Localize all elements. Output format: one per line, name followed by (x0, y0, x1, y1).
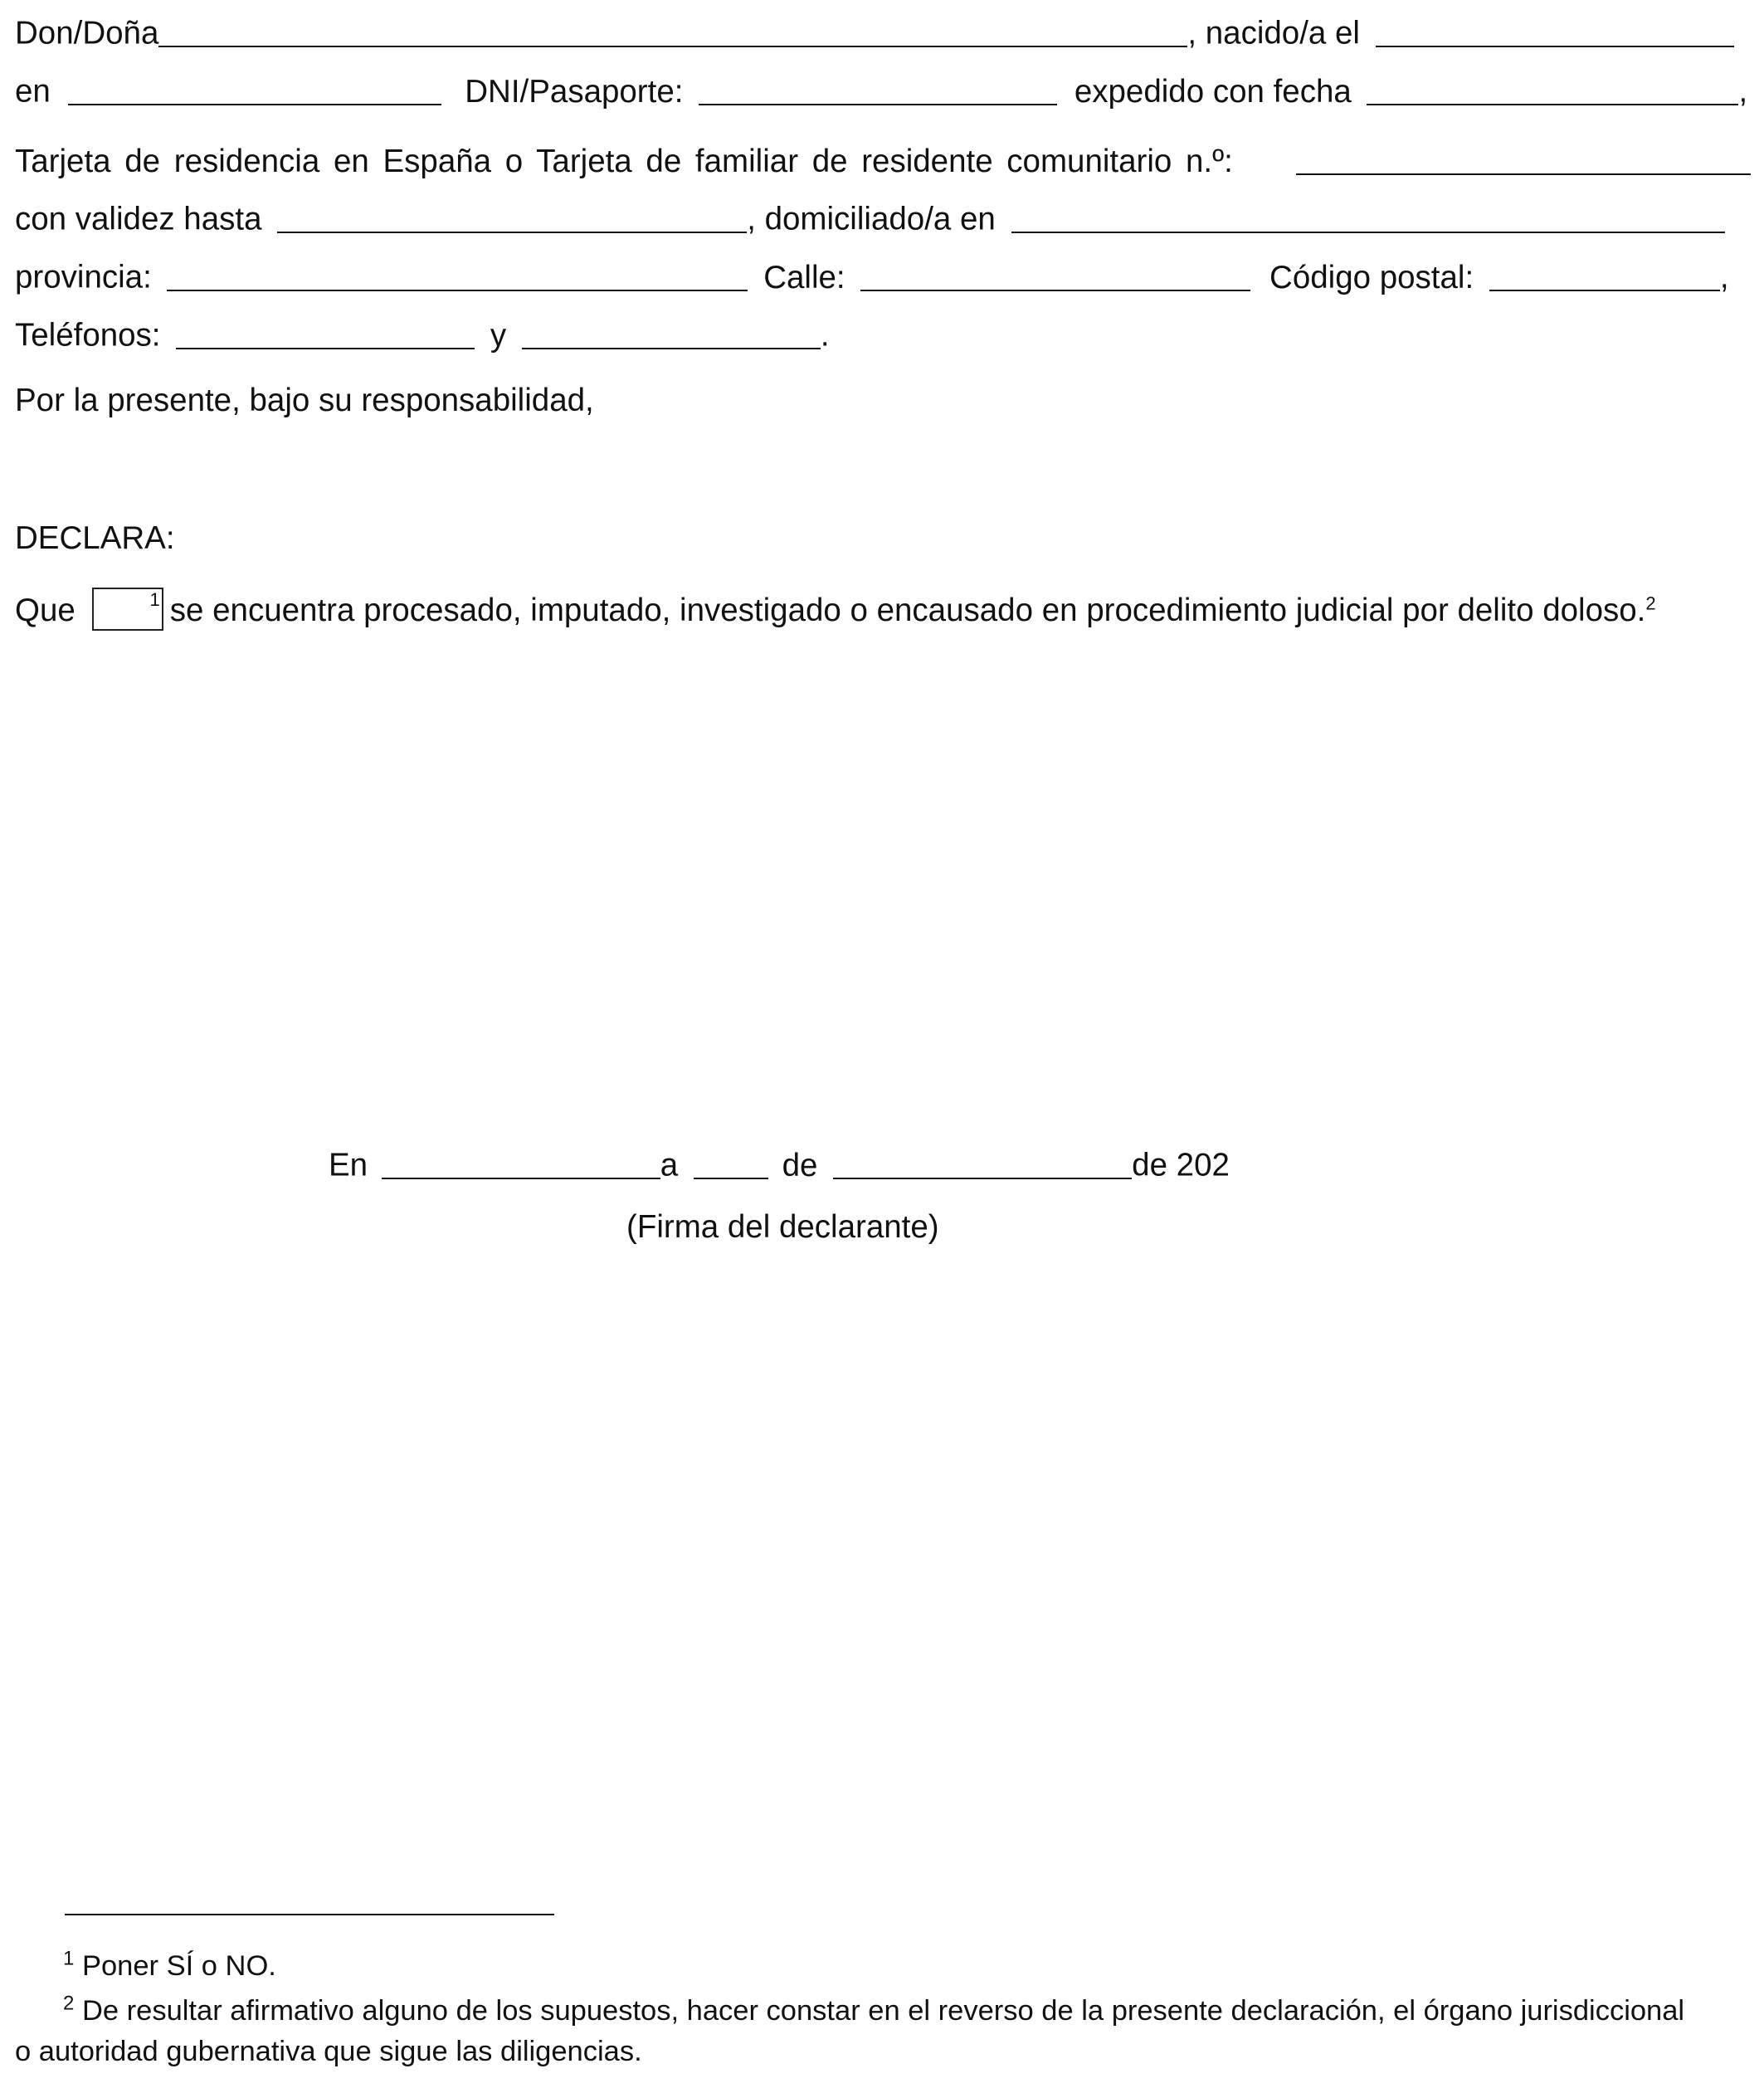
line-residence-card (15, 139, 1751, 178)
postal-code-field[interactable] (1489, 260, 1720, 292)
sign-month-field[interactable] (833, 1148, 1132, 1180)
dni-field[interactable] (699, 74, 1057, 106)
footnote-2-cont: o autoridad gubernativa que sigue las diligencias. (15, 2036, 642, 2067)
declaration-text: se encuentra procesado, imputado, investigado o encausado en procedimiento judicial por delito doloso. (169, 593, 1646, 629)
label-tarjeta: Tarjeta de residencia en España o Tarjeta de familiar de residente comunitario n.º: (15, 143, 1233, 179)
line-province-street (15, 256, 1729, 294)
footnote-2 (63, 1992, 1685, 2027)
line-name-birth (15, 12, 1734, 50)
birth-date-field[interactable] (1376, 16, 1734, 48)
intro-text: Por la presente, bajo su responsabilidad, (15, 383, 594, 418)
line6-end: . (820, 317, 830, 354)
footnote-2-num: 2 (63, 1992, 75, 2015)
label-sig-de: de (782, 1147, 818, 1183)
footnote-divider (65, 1914, 554, 1915)
line-phones (15, 314, 830, 352)
signature-date-line (329, 1144, 1230, 1182)
street-field[interactable] (860, 260, 1250, 292)
declaration-statement (15, 591, 1656, 634)
label-nacido: , nacido/a el (1187, 15, 1360, 51)
footnote-1-num: 1 (63, 1947, 75, 1970)
footnote-2-text: De resultar afirmativo alguno de los supuestos, hacer constar en el reverso de la presente declaración, el órgano jurisdiccional (81, 1995, 1685, 2027)
label-don-dona: Don/Doña (15, 15, 159, 51)
label-domiciliado: , domiciliado/a en (747, 201, 996, 237)
issue-date-field[interactable] (1367, 74, 1738, 106)
label-dni: DNI/Pasaporte: (465, 73, 684, 110)
address-city-field[interactable] (1011, 202, 1725, 234)
signature-caption: (Firma del declarante) (626, 1209, 939, 1245)
label-sig-en: En (329, 1147, 368, 1183)
name-field[interactable] (158, 16, 1187, 48)
label-validez: con validez hasta (15, 201, 262, 237)
footnote-ref-2: 2 (1645, 593, 1656, 614)
label-provincia: provincia: (15, 259, 152, 295)
sign-place-field[interactable] (382, 1148, 660, 1180)
yes-no-checkbox[interactable] (92, 588, 163, 631)
sign-day-field[interactable] (694, 1148, 768, 1180)
line-validity-address (15, 198, 1725, 236)
label-en: en (15, 73, 51, 110)
phone2-field[interactable] (522, 318, 821, 350)
label-calle: Calle: (763, 259, 845, 295)
label-y: y (490, 317, 507, 354)
label-telefonos: Teléfonos: (15, 317, 161, 354)
line-place-dni (15, 70, 1747, 108)
label-que: Que (15, 593, 76, 629)
phone1-field[interactable] (176, 318, 475, 350)
footnote-1-text: Poner SÍ o NO. (81, 1950, 276, 1982)
footnote-1 (63, 1947, 276, 1982)
validity-date-field[interactable] (277, 202, 747, 234)
label-codigo-postal: Código postal: (1269, 259, 1474, 295)
residence-card-field[interactable] (1296, 144, 1751, 176)
checkbox-footnote-ref: 1 (149, 589, 160, 610)
line2-end: , (1738, 73, 1748, 110)
label-sig-a: a (660, 1147, 679, 1183)
province-field[interactable] (167, 260, 748, 292)
birth-place-field[interactable] (68, 74, 441, 106)
declara-heading: DECLARA: (15, 520, 175, 556)
line5-end: , (1719, 259, 1729, 295)
label-sig-year: de 202 (1132, 1147, 1230, 1183)
label-expedido: expedido con fecha (1074, 73, 1352, 110)
